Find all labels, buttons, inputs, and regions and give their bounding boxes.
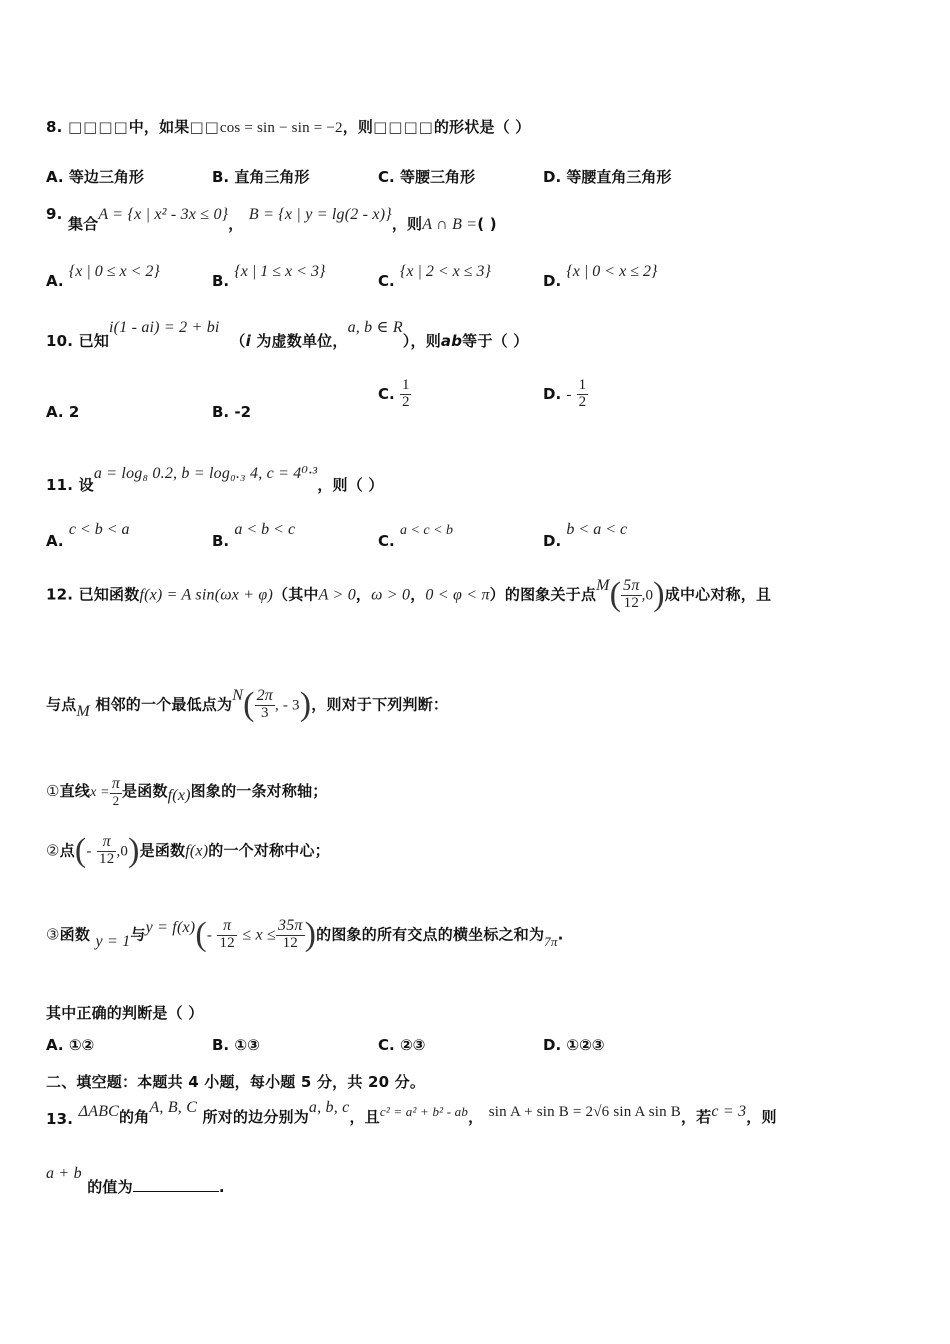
q8-text-1: 中，如果 <box>128 118 190 136</box>
q12-judgement-2: ②点(- $\frac{\pi}{12}$ ,0)是函数f(x)的一个对称中心； <box>46 832 330 869</box>
q9-number: 9. <box>46 205 63 223</box>
q13-stem: 13. ΔABC的角A, B, C 所对的边分别为a, b, c，且c² = a² + b² - ab， sin A + sin B = 2√6 sin A sin B，若c = 3，则 <box>46 1099 777 1128</box>
fraction-35pi-12: $\frac{35\pi}{12}$ <box>278 917 303 952</box>
fraction-pi-2: $\frac{\pi}{2}$ <box>111 775 121 808</box>
fraction-pi-12: $\frac{\pi}{12}$ <box>99 833 115 868</box>
q8-option-d: D. 等腰直角三角形 <box>543 168 672 186</box>
q12-judgement-3: ③函数 y = 1与y = f(x)(- $\frac{\pi}{12}$ ≤ x ≤ $\frac{35\pi}{12}$ )的图象的所有交点的横坐标之和为7π. <box>46 916 564 953</box>
q9-option-c: C. {x | 2 < x ≤ 3} <box>378 263 491 290</box>
q8-option-a: A. 等边三角形 <box>46 168 144 186</box>
q12-question: 其中正确的判断是（ ） <box>46 1004 204 1022</box>
q9-option-b: B. {x | 1 ≤ x < 3} <box>212 263 326 290</box>
fraction-one-half: $\frac{1}{2}$ <box>578 377 587 410</box>
q8-condition: cos = sin − sin = −2 <box>219 120 343 136</box>
fraction-2pi-3: $\frac{2\pi}{3}$ <box>256 687 274 722</box>
q12-option-b: B. ①③ <box>212 1036 260 1054</box>
answer-blank[interactable] <box>133 1177 219 1192</box>
q13-number: 13. <box>46 1110 74 1128</box>
q12-option-a: A. ①② <box>46 1036 95 1054</box>
q9-intersection: A ∩ B = <box>422 216 478 233</box>
q8-stem <box>46 116 530 137</box>
missing-glyph-box: □□□□ <box>373 118 434 136</box>
q10-stem: 10. 已知i(1 - ai) = 2 + bi （i 为虚数单位，a, b ∈ R），则ab等于（ ） <box>46 319 529 350</box>
fraction-5pi-12: $\frac{5\pi}{12}$ <box>623 577 640 612</box>
q9-set-b: B = {x | y = lg(2 - x)} <box>248 206 392 223</box>
q12-judgement-1: ①直线x = $\frac{\pi}{2}$ 是函数f(x)图象的一条对称轴； <box>46 775 328 808</box>
q9-option-d: D. {x | 0 < x ≤ 2} <box>543 263 658 290</box>
q9-prefix: 集合 <box>67 215 99 233</box>
q13-answer-line: a + b 的值为 . <box>46 1165 225 1196</box>
q11-option-a: A. c < b < a <box>46 521 130 550</box>
missing-glyph-box: □□□□ <box>67 118 129 136</box>
q9-set-a: A = {x | x² - 3x ≤ 0} <box>98 206 229 223</box>
fraction-pi-12: $\frac{\pi}{12}$ <box>219 917 235 952</box>
q9-stem: 9. 集合A = {x | x² - 3x ≤ 0}， B = {x | y = lg(2 - x)}，则A ∩ B =( ) <box>46 205 497 233</box>
q12-function: f(x) = A sin(ωx + φ) <box>139 586 274 604</box>
q10-option-a: A. 2 <box>46 403 80 421</box>
fraction-one-half: $\frac{1}{2}$ <box>401 377 410 410</box>
q10-equation: i(1 - ai) = 2 + bi <box>109 319 220 336</box>
q11-option-d: D. b < a < c <box>543 521 628 550</box>
q11-stem: 11. 设a = log₈ 0.2, b = log₀.₃ 4, c = 4⁰·³，则（ ） <box>46 465 384 494</box>
q10-number: 10. <box>46 332 74 350</box>
q9-option-a: A. {x | 0 ≤ x < 2} <box>46 263 160 290</box>
q10-ab-real: a, b ∈ R <box>347 319 403 336</box>
section-heading-fill-in: 二、填空题：本题共 4 小题，每小题 5 分，共 20 分。 <box>46 1073 426 1091</box>
q10-option-d: D. - $\frac{1}{2}$ <box>543 377 587 410</box>
q10-option-b: B. -2 <box>212 403 252 421</box>
q12-option-c: C. ②③ <box>378 1036 426 1054</box>
q8-text-2: ，则 <box>342 118 374 136</box>
q10-option-c: C. $\frac{1}{2}$ <box>378 377 410 410</box>
q11-number: 11. <box>46 476 74 494</box>
q8-option-c: C. 等腰三角形 <box>378 168 475 186</box>
q12-option-d: D. ①②③ <box>543 1036 605 1054</box>
q11-expression: a = log₈ 0.2, b = log₀.₃ 4, c = 4⁰·³ <box>93 465 318 482</box>
missing-glyph-box: □□ <box>189 118 220 136</box>
q12-number: 12. <box>46 585 74 604</box>
q8-text-3: 的形状是（ ） <box>433 118 531 136</box>
q8-option-b: B. 直角三角形 <box>212 168 310 186</box>
q12-stem-line1: 12. 已知函数f(x) = A sin(ωx + φ)（其中A > 0，ω > 0，0 < φ < π）的图象关于点M( $\frac{5\pi}{12}$ ,0)成中心对称，且 <box>46 576 772 613</box>
q8-number: 8. <box>46 118 63 136</box>
q11-option-b: B. a < b < c <box>212 521 296 550</box>
q11-option-c: C. a < c < b <box>378 523 454 550</box>
q12-stem-line2: 与点M 相邻的一个最低点为N( $\frac{2\pi}{3}$ , - 3)，则对于下列判断： <box>46 686 449 723</box>
